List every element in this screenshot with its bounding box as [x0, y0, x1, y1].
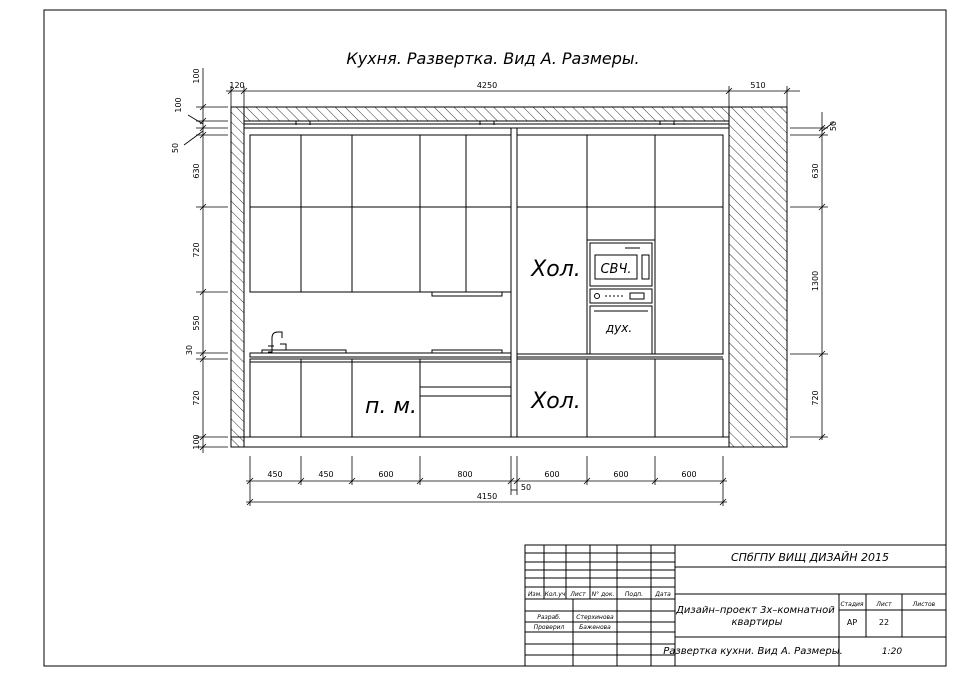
- hob: [432, 350, 502, 353]
- dim-overall: 4250: [476, 81, 498, 90]
- dim-right-2: 630: [811, 163, 820, 179]
- stage-header: Стадия: [840, 601, 864, 608]
- dim-right-3: 1300: [811, 270, 820, 292]
- header-izm: Изм.: [527, 591, 543, 598]
- kitchen-elevation: [231, 107, 787, 447]
- scale-value: 1:20: [881, 647, 903, 657]
- dishwasher-label: п. м.: [365, 394, 417, 419]
- left-dimensions: [184, 68, 228, 453]
- dim-bottom-6: 600: [613, 470, 629, 479]
- dim-right-4: 720: [811, 390, 820, 406]
- right-wall: [729, 107, 787, 447]
- dim-right-1: 50: [829, 120, 838, 132]
- org-name: СПбГПУ ВИЩ ДИЗАЙН 2015: [730, 551, 890, 564]
- dim-left-5: 720: [192, 242, 201, 258]
- dim-left-9: 100: [192, 434, 201, 450]
- dim-bottom-4: 800: [457, 470, 473, 479]
- upper-cabinets-top: [250, 135, 511, 207]
- faucet-icon: [268, 332, 282, 352]
- dim-left-6: 550: [192, 315, 201, 331]
- dim-gap: 50: [520, 483, 532, 492]
- dim-bottom-3: 600: [378, 470, 394, 479]
- sheet-header: Лист: [876, 601, 892, 608]
- dim-left-2: 100: [174, 97, 183, 113]
- drawing-title: Кухня. Развертка. Вид А. Размеры.: [346, 49, 640, 68]
- dim-left-1: 100: [192, 68, 201, 84]
- upper-cabinets-bottom: [250, 207, 511, 292]
- fridge-lower-label: Хол.: [531, 389, 581, 414]
- stage-value: АР: [846, 618, 858, 627]
- role-checker: Проверил: [533, 624, 565, 631]
- sheets-header: Листов: [912, 601, 936, 608]
- dim-right-wall: 510: [750, 81, 766, 90]
- ceiling-slab: [244, 107, 729, 121]
- dim-left-7: 30: [185, 344, 194, 356]
- countertop: [250, 353, 511, 357]
- left-wall: [231, 107, 244, 447]
- sink: [262, 350, 346, 353]
- dim-bottom-1: 450: [267, 470, 283, 479]
- microwave-label: СВЧ.: [600, 262, 632, 277]
- oven-label: дух.: [605, 321, 633, 335]
- dim-bottom-2: 450: [318, 470, 334, 479]
- header-podp: Подп.: [624, 591, 644, 598]
- project-line-1: Дизайн–проект 3х–комнатной: [676, 605, 835, 616]
- range-hood: [432, 292, 502, 296]
- ceiling-cornice: [244, 121, 729, 124]
- role-developer: Разраб.: [537, 614, 561, 621]
- project-name: [675, 605, 838, 628]
- dim-left-wall: 120: [229, 81, 245, 90]
- header-list: Лист: [570, 591, 586, 598]
- top-dimensions: [226, 86, 800, 107]
- divider-post: [511, 128, 517, 437]
- dim-left-4: 630: [192, 163, 201, 179]
- sheet-number: 22: [878, 618, 890, 627]
- appliance-column: [587, 240, 655, 354]
- dim-bottom-5: 600: [544, 470, 560, 479]
- header-kol-uch: Кол.уч: [544, 591, 566, 598]
- fridge-upper-label: Хол.: [531, 257, 581, 282]
- name-developer: Стерхинова: [576, 614, 614, 621]
- sheet-title: Развертка кухни. Вид А. Размеры.: [663, 646, 843, 657]
- project-line-2: квартиры: [731, 617, 783, 628]
- dim-left-3: 50: [171, 142, 180, 154]
- dim-bottom-7: 600: [681, 470, 697, 479]
- header-doc: N° док.: [591, 591, 615, 598]
- dim-total: 4150: [476, 492, 498, 501]
- header-date: Дата: [655, 591, 671, 598]
- name-checker: Баженова: [579, 624, 611, 631]
- tall-units-top: [517, 135, 723, 207]
- dim-left-8: 720: [192, 390, 201, 406]
